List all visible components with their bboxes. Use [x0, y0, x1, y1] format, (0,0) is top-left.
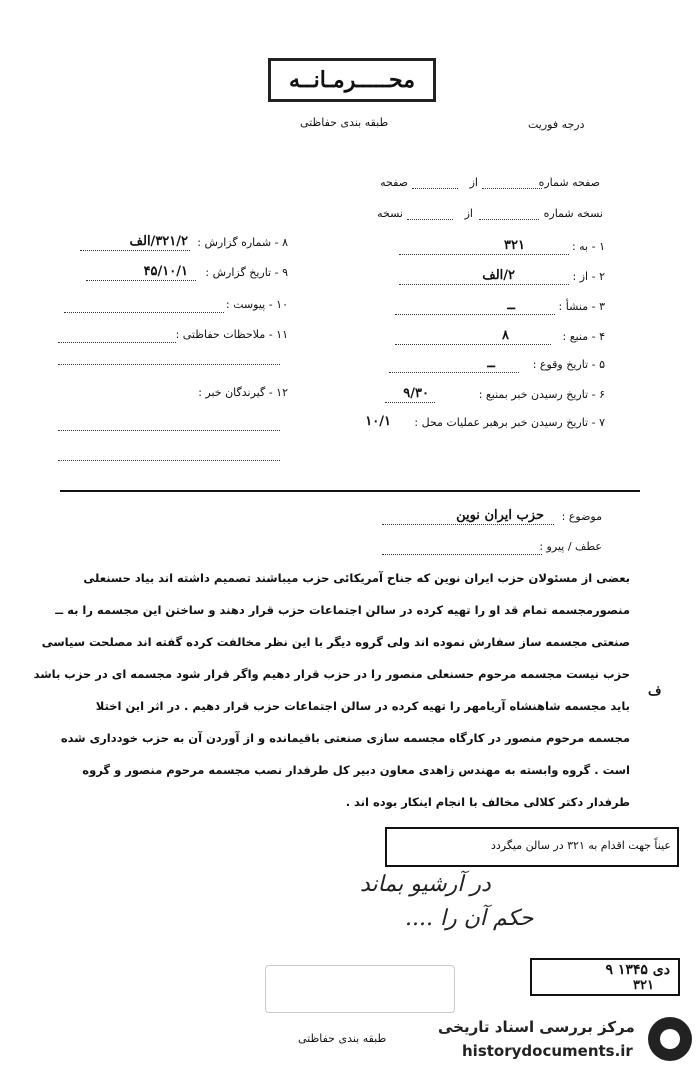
reference-dots	[382, 554, 542, 555]
field-from	[350, 268, 605, 288]
field-value: ۹/۳۰	[403, 386, 429, 401]
handwritten-note: در آرشیو بماند	[360, 872, 491, 897]
field-dots	[395, 344, 551, 345]
copy-number-dots	[479, 219, 539, 220]
faded-stamp	[265, 965, 455, 1013]
page-number-label: صفحه شماره	[538, 176, 600, 189]
body-line: است . گروه وابسته به مهندس زاهدی معاون دبیر کل طرفدار نصب مجسمه مرحوم منصور و گروه	[82, 763, 630, 777]
field-value: ۱۰/۱	[365, 414, 391, 429]
field-report-number	[58, 234, 288, 254]
field-value: ۸	[502, 328, 509, 343]
action-stamp	[385, 827, 679, 867]
subject-label: موضوع :	[561, 510, 602, 523]
field-origin	[350, 298, 605, 318]
of-label: از	[464, 207, 473, 220]
subject-line	[380, 508, 602, 528]
field-source	[350, 328, 605, 348]
registry-stamp	[530, 958, 680, 996]
field-security-notes	[58, 326, 288, 346]
field-label: ۱۱ - ملاحظات حفاظتی :	[175, 328, 288, 341]
field-label: ۱۲ - گیرندگان خبر :	[198, 386, 288, 399]
field-label: ۴ - منبع :	[562, 330, 605, 343]
copy-total-dots	[407, 219, 453, 220]
field-value: ۳۲۱/۲/الف	[129, 234, 188, 249]
field-value: ۳۲۱	[504, 238, 525, 253]
field-label: ۳ - منشأ :	[558, 300, 605, 313]
copy-word: نسخه	[377, 207, 403, 220]
field-label: ۶ - تاریخ رسیدن خبر بمنبع :	[478, 388, 605, 401]
copy-number-label: نسخه شماره	[543, 207, 603, 220]
section-divider	[60, 490, 640, 492]
field-dots	[58, 460, 280, 461]
field-label: ۱۰ - پیوست :	[225, 298, 288, 311]
of-label: از	[469, 176, 478, 189]
field-label: ۸ - شماره گزارش :	[197, 236, 288, 249]
registry-number: ۳۲۱	[633, 978, 654, 993]
page-total-dots	[412, 188, 458, 189]
field-recipients	[58, 384, 288, 404]
field-dots	[58, 430, 280, 431]
registry-date: ۹ دی ۱۳۴۵	[605, 962, 670, 978]
field-label: ۱ - به :	[571, 240, 605, 253]
body-line: مجسمه مرحوم منصور در کارگاه مجسمه سازی صنعتی باقیمانده و از آوردن آن به حزب خودداری شده	[60, 731, 630, 745]
page-number-dots	[482, 188, 542, 189]
field-label: ۷ - تاریخ رسیدن خبر برهبر عملیات محل :	[414, 416, 605, 429]
archive-logo-icon	[648, 1017, 692, 1061]
watermark-site: historydocuments.ir	[462, 1042, 633, 1060]
body-line: باید مجسمه شاهنشاه آریامهر را تهیه کرده در سالن اجتماعات حزب قرار دهیم . در اثر این اختلا	[95, 699, 630, 713]
field-value: ــ	[507, 298, 515, 313]
field-dots	[395, 314, 555, 315]
field-report-date	[58, 264, 288, 284]
field-received-source	[350, 386, 605, 406]
field-dots	[399, 284, 569, 285]
action-stamp-text: عیناً جهت اقدام به ۳۲۱ در سالن میگردد	[490, 839, 671, 852]
field-label: ۲ - از :	[572, 270, 605, 283]
reference-line	[380, 538, 602, 558]
field-dots	[385, 402, 435, 403]
field-dots	[389, 372, 519, 373]
field-dots	[86, 280, 196, 281]
copy-number-line	[375, 207, 603, 223]
body-line: بعضی از مسئولان حزب ایران نوین که جناح آمریکائی حزب میباشند تصمیم داشته اند بیاد حسنعلی	[83, 571, 630, 585]
field-value: ۴۵/۱۰/۱	[143, 264, 188, 279]
field-value: ۲/الف	[482, 268, 515, 283]
field-dots	[64, 312, 224, 313]
page-number-line	[380, 176, 600, 192]
field-attachment	[58, 296, 288, 316]
field-label: ۹ - تاریخ گزارش :	[205, 266, 288, 279]
body-line: حزب نیست مجسمه مرحوم حسنعلی منصور را در حزب قرار دهیم واگر قرار شود مجسمه ای در حزب باشد	[33, 667, 630, 681]
field-dots	[58, 364, 280, 365]
subject-value: حزب ایران نوین	[456, 508, 544, 523]
field-to	[350, 238, 605, 258]
field-label: ۵ - تاریخ وقوع :	[532, 358, 605, 371]
confidential-stamp: محـــــرمـانــه	[268, 58, 436, 102]
watermark-org: مرکز بررسی اسناد تاریخی	[438, 1018, 635, 1036]
reference-label: عطف / پیرو :	[539, 540, 602, 553]
classification-label: طبقه بندی حفاظتی	[300, 116, 389, 129]
body-line: منصورمجسمه تمام قد او را تهیه کرده در سالن اجتماعات حزب قرار دهند و ساختن این مجسمه را به ــ	[55, 603, 630, 617]
body-line: صنعتی مجسمه ساز سفارش نموده اند ولی گروه دیگر با این نظر مخالفت کرده گفته اند مصلحت سیاسی	[41, 635, 630, 649]
page-word: صفحه	[380, 176, 408, 189]
field-dots	[399, 254, 569, 255]
field-value: ــ	[487, 356, 495, 371]
handwritten-note: حکم آن را ....	[405, 906, 534, 931]
field-event-date	[350, 356, 605, 376]
margin-note: ف	[648, 684, 662, 699]
priority-label: درجه فوریت	[528, 118, 585, 131]
left-fields	[58, 234, 288, 464]
subject-dots	[382, 524, 554, 525]
field-dots	[58, 342, 176, 343]
field-dots	[80, 250, 190, 251]
footer-classification: طبقه بندی حفاظتی	[298, 1032, 387, 1045]
right-fields	[350, 238, 605, 438]
field-received-leader	[350, 414, 605, 434]
body-line: طرفدار دکتر کلالی مخالف با انجام اینکار بوده اند .	[345, 795, 630, 809]
